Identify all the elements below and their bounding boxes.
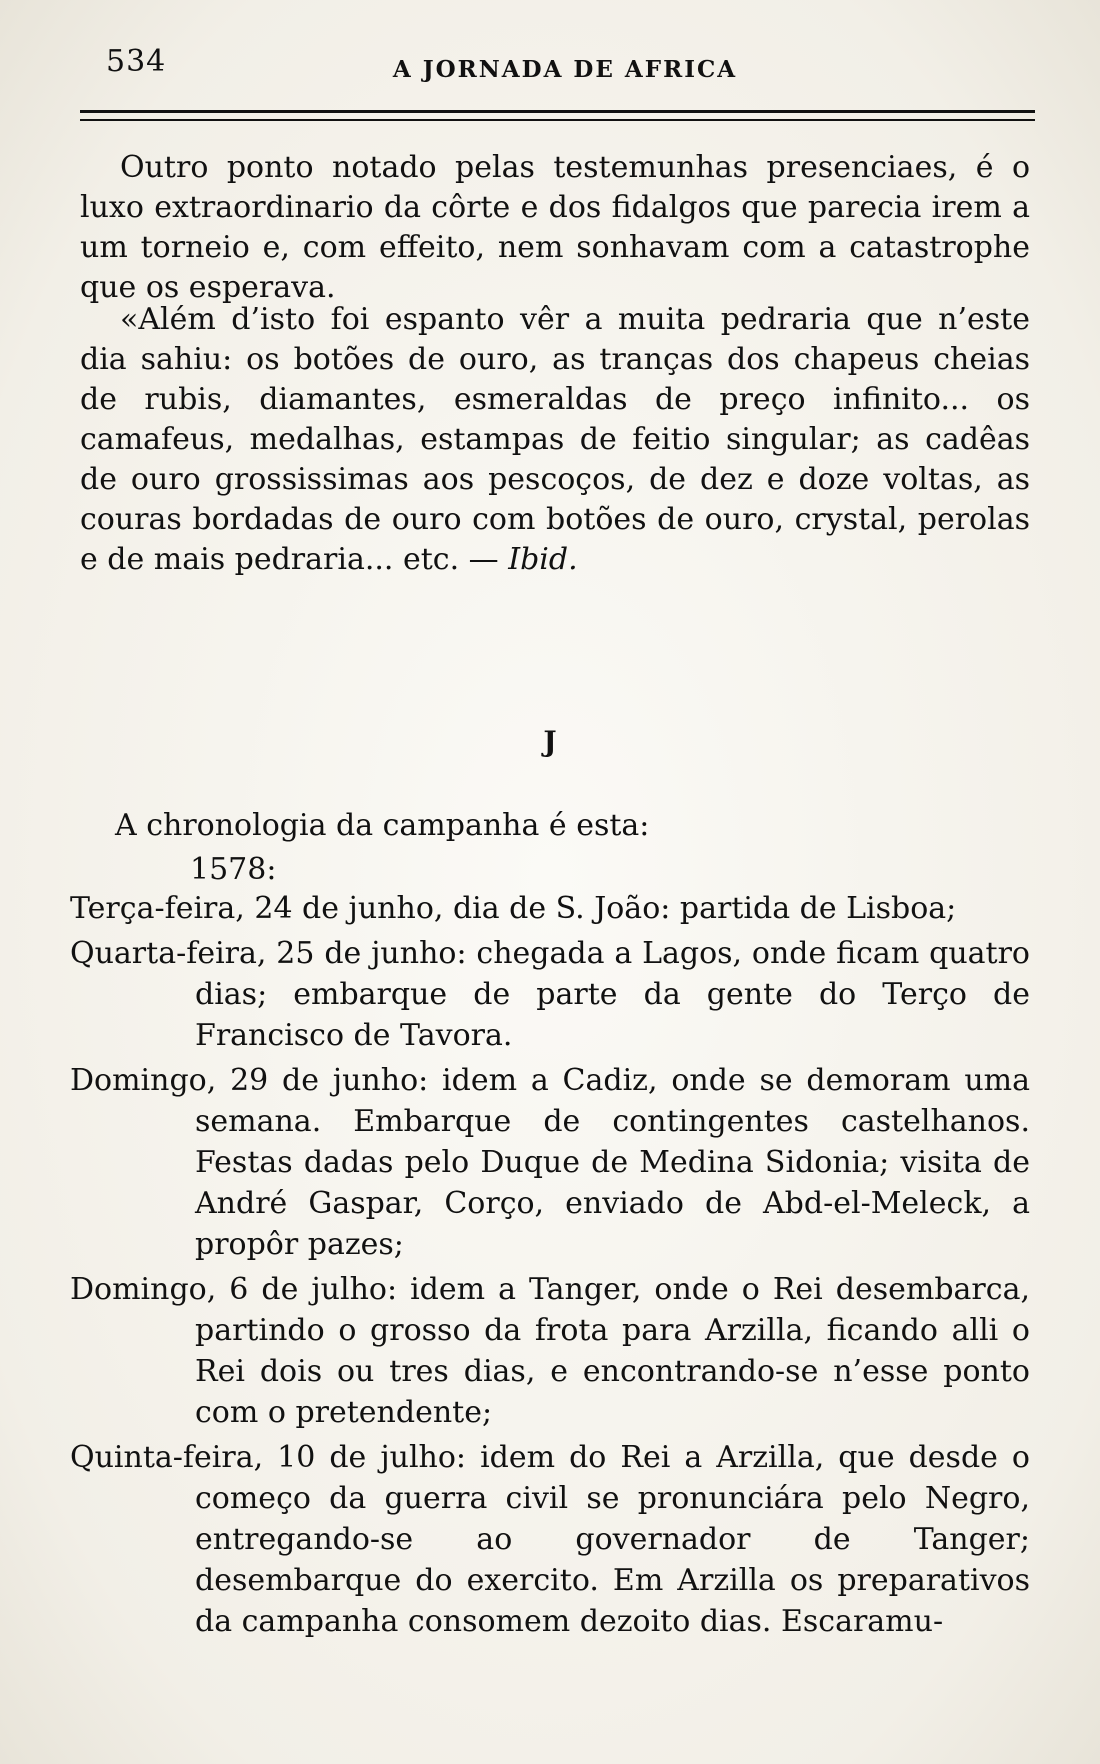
header-rule-thick <box>80 110 1035 113</box>
page-number: 534 <box>106 44 167 79</box>
chronology-entry: Domingo, 6 de julho: idem a Tanger, onde o Rei desembarca, partindo o grosso da frota para Arzilla, ficando alli o Rei dois ou tres dias, e encontrando-se n’esse ponto com o pretendente; <box>70 1272 1030 1430</box>
chronology-list <box>70 888 1030 1646</box>
section-heading: J <box>543 725 557 758</box>
chronology-entry: Domingo, 29 de junho: idem a Cadiz, onde se demoram uma semana. Embarque de contingentes castelhanos. Festas dadas pelo Duque de Medina Sidonia; visita de André Gaspar, Corço, enviado de Abd-el-Meleck, a propôr pazes; <box>70 1063 1030 1262</box>
paragraph-2-source: Ibid. <box>508 542 578 577</box>
header-rule-thin <box>80 119 1035 121</box>
chronology-year: 1578: <box>190 852 277 887</box>
chronology-intro: A chronologia da campanha é esta: <box>115 808 650 843</box>
paragraph-1 <box>80 148 1030 308</box>
running-title: A JORNADA DE AFRICA <box>392 56 738 83</box>
chronology-entry: Quarta-feira, 25 de junho: chegada a Lagos, onde ficam quatro dias; embarque de parte da gente do Terço de Francisco de Tavora. <box>70 936 1030 1053</box>
paragraph-2 <box>80 300 1030 580</box>
chronology-entry: Terça-feira, 24 de junho, dia de S. João: partida de Lisboa; <box>70 891 957 926</box>
paragraph-2-text: «Além d’isto foi espanto vêr a muita pedraria que n’este dia sahiu: os botões de ouro, as tranças dos chapeus cheias de rubis, diamantes, esmeraldas de preço infinito... os camafeus, medalhas, estampas de feitio singular; as cadêas de ouro grossissimas aos pescoços, de dez e doze voltas, as couras bordadas de ouro com botões de ouro, crystal, perolas e de mais pedraria... etc. — <box>80 302 1030 577</box>
page-header <box>100 44 1030 94</box>
paragraph-1-text: Outro ponto notado pelas testemunhas presenciaes, é o luxo extraordinario da côrte e dos fidalgos que parecia irem a um torneio e, com effeito, nem sonhavam com a catastrophe que os esperava. <box>80 150 1030 305</box>
chronology-entry: Quinta-feira, 10 de julho: idem do Rei a Arzilla, que desde o começo da guerra civil se pronunciára pelo Negro, entregando-se ao governador de Tanger; desembarque do exercito. Em Arzilla os preparativos da campanha consomem dezoito dias. Escaramu- <box>70 1440 1030 1639</box>
